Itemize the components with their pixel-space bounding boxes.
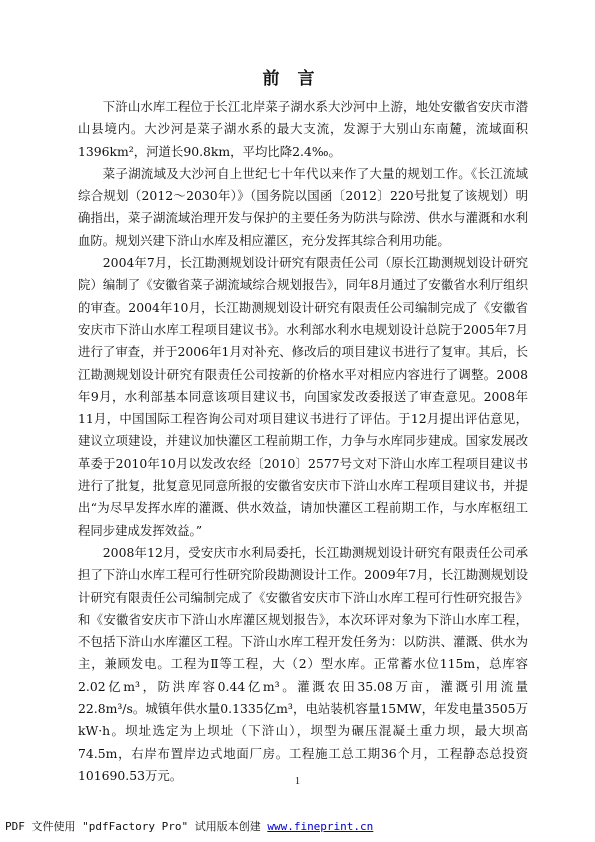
paragraph-4: 2008年12月，受安庆市水利局委托，长江勘测规划设计研究有限责任公司承担了下浒山水库工程可行性研究阶段勘测设计工作。2009年7月，长江勘测规划设计研究有限责任公司编制完成了《安徽省安庆市下浒山水库工程可行性研究报告》和《安徽省安庆市下浒山水库灌区规划报告》，本次环评对象为下浒山水库工程，不包括下浒山水库灌区工程。下浒山水库工程开发任务为：以防洪、灌溉、供水为主，兼顾发电。工程为Ⅱ等工程，大（2）型水库。正常蓄水位115m，总库容2.02亿m³，防洪库容0.44亿m³。灌溉农田35.08万亩，灌溉引用流量22.8m³/s。城镇年供水量0.1335亿m³，电站装机容量15MW，年发电量3505万kW·h。坝址选定为上坝址（下浒山），坝型为碾压混凝土重力坝，最大坝高74.5m，右岸布置岸边式地面厂房。工程施工总工期36个月，工程静态总投资101690.53万元。 xyxy=(78,544,528,783)
paragraph-1: 下浒山水库工程位于长江北岸菜子湖水系大沙河中上游，地处安徽省安庆市潜山县境内。大沙河是菜子湖水系的最大支流，发源于大别山东南麓，流域面积1396km²，河道长90.8km，平均比降2.4‰。 xyxy=(78,99,528,159)
paragraph-3: 2004年7月，长江勘测规划设计研究有限责任公司（原长江勘测规划设计研究院）编制了《安徽省菜子湖流域综合规划报告》，同年8月通过了安徽省水利厅组织的审查。2004年10月，长江勘测规划设计研究有限责任公司编制完成了《安徽省安庆市下浒山水库工程项目建议书》。水利部水利水电规划设计总院于2005年7月进行了审查，并于2006年1月对补充、修改后的项目建议书进行了复审。其后，长江勘测规划设计研究有限责任公司按新的价格水平对相应内容进行了调整。2008年9月，水利部基本同意该项目建议书，向国家发改委报送了审查意见。2008年11月，中国国际工程咨询公司对项目建议书进行了评估。于12月提出评估意见，建议立项建设，并建议加快灌区工程前期工作，力争与水库同步建成。国家发展改革委于2010年10月以发改农经〔2010〕2577号文对下浒山水库工程项目建议书进行了批复，批复意见同意所报的安徽省安庆市下浒山水库工程项目建议书，并提出“为尽早发挥水库的灌溉、供水效益，请加快灌区工程前期工作，与水库枢纽工程同步建成发挥效益。” xyxy=(78,255,528,538)
paragraph-2: 菜子湖流域及大沙河自上世纪七十年代以来作了大量的规划工作。《长江流域综合规划（2012～2030年）》（国务院以国函〔2012〕220号批复了该规划）明确指出，菜子湖流域治理开发与保护的主要任务为防洪与除涝、供水与灌溉和水利血防。规划兴建下浒山水库及相应灌区，充分发挥其综合利用功能。 xyxy=(78,165,528,248)
footer-link[interactable]: www.fineprint.cn xyxy=(267,820,374,833)
page-title: 前言 xyxy=(262,69,333,89)
pdf-footer xyxy=(5,818,590,834)
footer-text: PDF 文件使用 "pdfFactory Pro" 试用版本创建 xyxy=(5,820,268,833)
document-body xyxy=(78,96,528,787)
page-number: 1 xyxy=(295,776,300,787)
